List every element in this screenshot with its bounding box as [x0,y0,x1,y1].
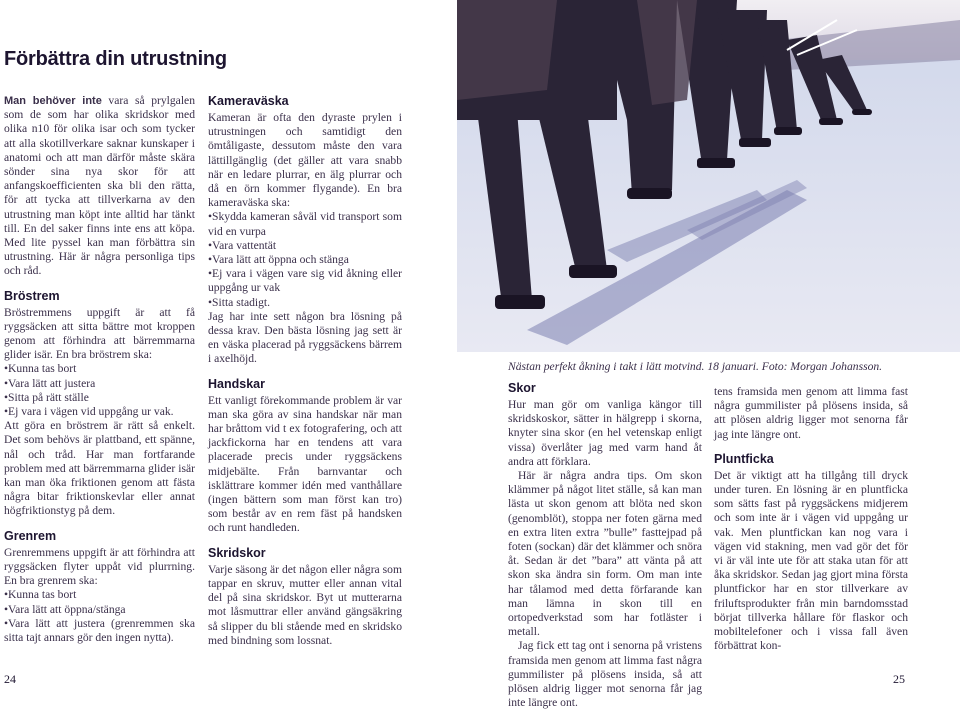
heading-skridskor: Skridskor [208,545,266,560]
grenrem-bullet: •Vara lätt att öppna/stänga [4,602,126,616]
kameravaska-bullet: •Vara lätt att öppna och stänga [208,253,349,267]
skor-text3-continued: tens framsida men genom att limma fast några gummilister på plösens insida, så att plösen aldrig ligger mot senorna får jag inte längre ont. [714,385,908,441]
grenrem-bullet: •Vara lätt att justera (grenremmen ska sitta tajt annars gör den ingen nytta). [4,616,195,644]
page-number-right: 25 [893,672,905,686]
grenrem-bullet: •Kunna tas bort [4,588,77,602]
column-2 [208,94,402,648]
kameravaska-bullet: •Skydda kameran såväl vid transport som vid en vurpa [208,210,402,238]
column-1 [4,94,195,645]
brostrem-text2: Att göra en bröstrem är rätt så enkelt. Det som behövs är plattband, ett spänne, nål och tråd. Har man fortfarande problem med att bärremmarna glider isär kan man öka friktionen genom att fästa några bitar friktionskevlar eller annat högfriktionstyg på dem. [4,419,195,518]
page-title: Förbättra din utrustning [4,48,227,70]
handskar-text1: Ett vanligt förekommande problem är var man ska göra av sina handskar när man har bråttom vid t ex fotografering, och att jackfickorna har en tendens att vara placerade precis under ryggsäckens midjebälte. Från barnvantar och isklättrare kommer idén med vanthållare (ingen bättern som man först kan tro) som består av en rem fäst på handsken och runt handleden. [208,393,402,535]
column-4 [714,385,908,653]
heading-grenrem: Grenrem [4,528,57,543]
heading-kameravaska: Kameraväska [208,94,289,108]
brostrem-bullet: •Ej vara i vägen vid uppgång ur vak. [4,405,174,419]
skor-text3: Jag fick ett tag ont i senorna på vristens framsida men genom att limma fast några gummilister på plösens insida, så att plösen aldrig ligger mot senorna får jag inte längre ont. [508,639,702,710]
pluntficka-text1: Det är viktigt att ha tillgång till dryck under turen. En lösning är en pluntficka som sätts fast på ryggsäckens midjerem och som inte är i vägen vid uppgång ur vak. Men pluntfickan kan nog vara i vägen vid stakning, men vad gör det för vi är väl inte ute för att staka utan för att åka skridskor. Sedan jag gjort mina första pluntfickor har en stor tillverkare av friluftsprodukter från min barndomsstad börjat tillverka hållare för flaskor och mobiltelefoner och i vissa fall även förbättrat kon- [714,468,908,653]
brostrem-bullet: •Kunna tas bort [4,362,77,376]
skaters-photo [457,0,960,352]
kameravaska-text1: Kameran är ofta den dyraste prylen i utrustningen och samtidigt den ömtåligaste, dessutom måste den vara lättillgänglig (det gäller att vara snabb när en ledare plurrar, en älg plurrar och då en örn kommer flygande). En bra kameraväska ska: [208,111,402,210]
intro-paragraph [4,94,195,279]
skridskor-text1: Varje säsong är det någon eller några som tappar en skruv, mutter eller annan vital del på sina skridskor. Byt ut mutterarna mot låsmuttrar eller använd gängsäkring så slipper du bli stående med en skridsko med bindning som lossnat. [208,562,402,647]
brostrem-text1: Bröstremmens uppgift är att få ryggsäcken att sitta bättre mot kroppen genom att förhindra att bärremmarna glider isär. En bra bröstrem ska: [4,305,195,362]
heading-pluntficka: Pluntficka [714,451,774,466]
intro-text: vara så prylgalen som de som har olika skridskor med olika n10 för olika isar och som tycker att alla skotillverkare saknar kunskaper i anatomi och att man därför måste skära sönder sina nya skor för att anfangskoefficienten ska bli den rätta, för att tycka att tillverkarna av den utrustning man köpt inte alltid har tänkt till. En del saker finns inte ens att köpa. Med lite pyssel kan man förbättra sin utrustning. Här är några personliga tips och råd. [4,94,195,278]
kameravaska-bullet: •Ej vara i vägen vare sig vid åkning eller uppgång ur vak [208,267,402,295]
grenrem-text1: Grenremmens uppgift är att förhindra att ryggsäcken flyter uppåt vid plurrning. En bra grenrem ska: [4,545,195,588]
kameravaska-bullet: •Vara vattentät [208,238,277,252]
skor-text1: Hur man gör om vanliga kängor till skridskoskor, sätter in hälgrepp i skorna, knyter sina skor (en hel vetenskap enligt vissa) överlåter jag med varm hand åt andra att förklara. [508,398,702,468]
skor-text2: Här är några andra tips. Om skon klämmer på något litet ställe, så kan man lästa ut skon genom att blöta ned skon (genomblöt), stoppa ner foten gärna med en extra liten extra ”bulle” fasttejpad på foten (sockan) där det klämmer och snöra åt. Sedan är det ”bara” att vänta på att skon ska ändra sin form. Om man inte har tålamod med detta förfarande kan man lämna in skon till en ortopedverkstad som har fotläster i metall. [508,469,702,639]
column-3 [508,381,702,710]
heading-handskar: Handskar [208,376,265,391]
intro-lead: Man behöver inte [4,95,102,107]
heading-skor: Skor [508,381,536,395]
page-number-left: 24 [4,672,16,686]
heading-brostrem: Bröstrem [4,288,60,303]
photo-caption: Nästan perfekt åkning i takt i lätt motvind. 18 januari. Foto: Morgan Johansson. [508,360,883,373]
brostrem-bullet: •Sitta på rätt ställe [4,390,89,404]
kameravaska-text2: Jag har inte sett någon bra lösning på dessa krav. Den bästa lösning jag sett är en väska placerad på ryggsäckens bärrem i axelhöjd. [208,309,402,366]
kameravaska-bullet: •Sitta stadigt. [208,295,271,309]
brostrem-bullet: •Vara lätt att justera [4,376,96,390]
